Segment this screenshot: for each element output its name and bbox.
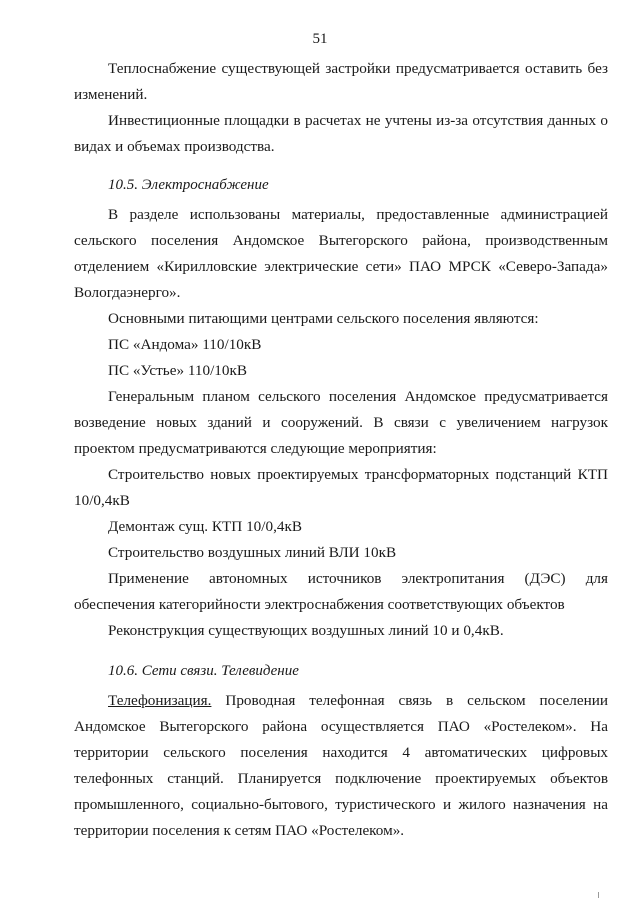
paragraph-substation-andoma: ПС «Андома» 110/10кВ	[108, 336, 262, 353]
paragraph-heat-supply: Теплоснабжение существующей застройки предусматривается оставить без изменений.	[74, 60, 608, 103]
telephony-text: Проводная телефонная связь в сельском поселении Андомское Вытегорского района осуществляется ПАО «Ростелеком». На территории сельского поселения находится 4 автоматических цифровых телефонных станций. Планируется подключение проектируемых объектов промышленного, социально-бытового, туристического и жилого назначения на территории поселения к сетям ПАО «Ростелеком».	[74, 692, 608, 839]
section-heading-power-supply: 10.5. Электроснабжение	[108, 177, 269, 193]
paragraph-autonomous-sources: Применение автономных источников электропитания (ДЭС) для обеспечения категорийности электроснабжения соответствующих объектов	[74, 570, 608, 613]
scan-edge-mark	[598, 892, 599, 898]
paragraph-investment-sites: Инвестиционные площадки в расчетах не учтены из-за отсутствия данных о видах и объемах производства.	[74, 112, 608, 155]
telephony-label: Телефонизация.	[108, 692, 212, 709]
page-content	[74, 56, 608, 844]
paragraph-general-plan: Генеральным планом сельского поселения Андомское предусматривается возведение новых зданий и сооружений. В связи с увеличением нагрузок проектом предусматриваются следующие мероприятия:	[74, 388, 608, 457]
paragraph-telephony	[74, 688, 608, 844]
paragraph-supply-centers: Основными питающими центрами сельского поселения являются:	[108, 310, 539, 327]
paragraph-materials-source: В разделе использованы материалы, предоставленные администрацией сельского поселения Андомское Вытегорского района, производственным отделением «Кирилловские электрические сети» ПАО МРСК «Северо-Запада» Вологдаэнерго».	[74, 206, 608, 301]
page-number: 51	[312, 31, 328, 47]
paragraph-substation-uste: ПС «Устье» 110/10кВ	[108, 362, 247, 379]
paragraph-new-substations: Строительство новых проектируемых трансформаторных подстанций КТП 10/0,4кВ	[74, 466, 608, 509]
paragraph-overhead-lines: Строительство воздушных линий ВЛИ 10кВ	[108, 544, 397, 561]
paragraph-reconstruction: Реконструкция существующих воздушных линий 10 и 0,4кВ.	[108, 622, 504, 639]
section-heading-communications: 10.6. Сети связи. Телевидение	[108, 663, 299, 679]
paragraph-dismantling: Демонтаж сущ. КТП 10/0,4кВ	[108, 518, 302, 535]
